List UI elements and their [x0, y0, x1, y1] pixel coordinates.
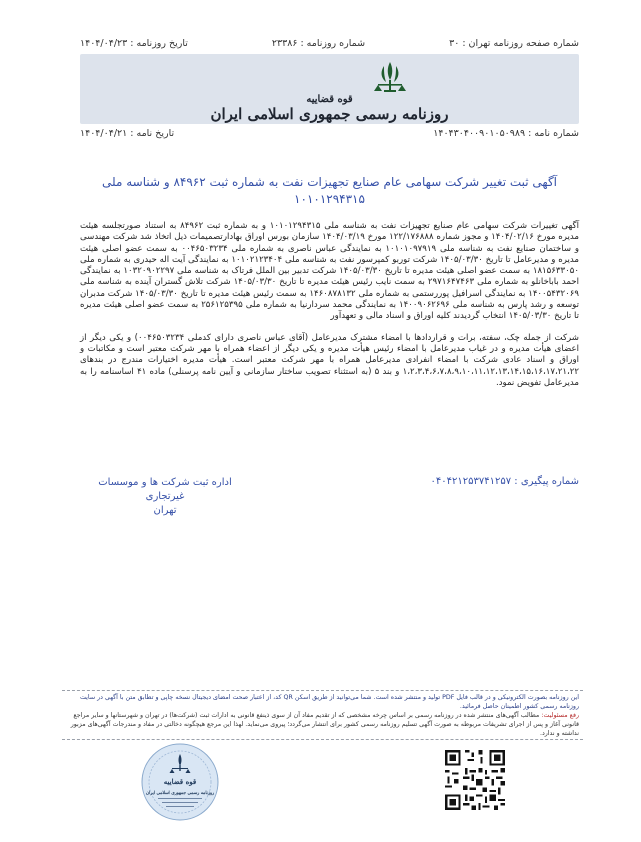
notice-body [80, 221, 579, 399]
verification-qr-code[interactable] [443, 748, 507, 812]
letter-date: تاریخ نامه : ۱۴۰۴/۰۴/۲۱ [80, 128, 175, 139]
issue-number: شماره روزنامه : ۲۳۳۸۶ [271, 38, 366, 49]
header-top-row [80, 38, 579, 49]
tracking-number: شماره پیگیری : ۰۴۰۴۲۱۲۵۳۷۴۱۲۵۷ [430, 476, 579, 487]
disclaimer-label: رفع مسئولیت: [541, 712, 579, 719]
brand-official-gazette: روزنامه رسمی جمهوری اسلامی ایران [210, 105, 449, 123]
issuing-office [80, 476, 250, 518]
body-paragraph-2: شرکت از جمله چک، سفته، برات و قراردادها با امضاء مشترک مدیرعامل (آقای عباس ناصری دارای کدملی ۰۰۴۶۵۰۳۲۳۴) و یکی دیگر از اعضای هیأت مدیره و در غیاب مدیرعامل با امضاء رئیس هیأت مدیره و یکی دیگر از اعضاء همراه با مهر شرکت معتبر است و مکاتبات و اوراق و اسناد عادی شرکت با امضاء انفرادی مدیرعامل همراه با مهر شرکت معتبر است. هیأت مدیره اختیارات مندرج در بندهای ۱،۲،۳،۴،۶،۷،۸،۹،۱۰،۱۱،۱۲،۱۳،۱۴،۱۵،۱۶،۱۷،۲۱،۲۲ و بند ۵ (به استثناء تصویب ساختار سازمانی و آیین نامه پرسنلی) ماده ۴۱ اساسنامه را به مدیرعامل تفویض نمود. [80, 332, 580, 388]
office-line-2: تهران [153, 505, 177, 516]
letter-number: شماره نامه : ۱۴۰۴۳۰۴۰۰۹۰۱۰۵۰۹۸۹ [433, 128, 579, 139]
masthead-banner [80, 54, 579, 124]
page-number: شماره صفحه روزنامه تهران : ۳۰ [449, 38, 579, 49]
seal-publication-label: روزنامه رسمی جمهوری اسلامی ایران [145, 791, 215, 796]
issue-date: تاریخ روزنامه : ۱۴۰۴/۰۴/۲۳ [80, 38, 188, 49]
judiciary-emblem-icon [368, 60, 412, 96]
header-letter-row [80, 128, 579, 139]
disclaimer-liability [66, 711, 579, 738]
disclaimer-verification: این روزنامه بصورت الکترونیکی و در قالب فایل PDF تولید و منتشر شده است. شما می‌توانید از طریق اسکن QR کد، از اعتبار صحت امضای دیجیتال نسخه چاپی و تطابق متن با آگهی در سایت روزنامه رسمی کشور اطمینان حاصل فرمائید. [80, 694, 579, 710]
seal-judiciary-label: قوه قضاییه [163, 777, 197, 786]
office-line-1: اداره ثبت شرکت ها و موسسات غیرتجاری [98, 477, 232, 502]
body-paragraph-1: آگهی تغییرات شرکت سهامی عام صنایع تجهیزات نفت به شناسه ملی ۱۰۱۰۱۲۹۴۳۱۵ و به شماره ثبت ۸۴۹۶۲ به استناد صورتجلسه هیئت مدیره مورخ ۱۴۰۴/۰۲/۱۶ و مجوز شماره ۱۲۲/۱۷۶۸۸۸ مورخ ۱۴۰۴/۰۳/۱۹ سازمان بورس اوراق بهادارتصمیمات ذیل اتخاذ شد شرکت مهندسی و ساختمان صنایع نفت به شناسه ملی ۱۰۱۰۱۰۹۷۹۱۹ به نمایندگی عباس ناصری به شماره ملی ۰۰۴۶۵۰۳۲۳۴ به سمت عضو اصلی هیئت مدیره و مدیرعامل تا تاریخ ۱۴۰۵/۰۳/۳۰ شرکت توربو کمپرسور نفت به شناسه ملی ۱۰۱۰۲۱۲۳۴۰۴ به نمایندگی آیت اله حیدری به شماره ملی ۱۸۱۵۶۳۳۰۵۰ به سمت عضو اصلی هیئت مدیره تا تاریخ ۱۴۰۵/۰۳/۳۰ شرکت تدبیر بین الملل فرتاک به شناسه ملی ۱۰۳۲۰۹۰۲۲۹۷ به نمایندگی احمد باباخانلو به شماره ملی ۲۹۷۱۶۴۷۴۶۳ به سمت نایب رئیس هیئت مدیره تا تاریخ ۱۴۰۵/۰۳/۳۰ شرکت تلاش گستران آینده به شناسه ملی ۱۴۰۰۵۴۳۲۰۶۹ به نمایندگی اسرافیل پوررستمی به شماره ملی ۱۴۶۰۸۷۸۱۳۲ به سمت رئیس هیئت مدیره تا تاریخ ۱۴۰۵/۰۳/۳۰ شرکت مدبران توسعه و رشد پارس به شناسه ملی ۱۴۰۰۹۰۶۲۶۹۶ به نمایندگی محمد سردارنیا به شماره ملی ۲۵۶۱۲۵۳۹۵ به سمت عضو اصلی هیئت مدیره تا تاریخ ۱۴۰۵/۰۳/۳۰ انتخاب گردیدند کلیه اوراق و اسناد مالی و تعهدآور [80, 221, 580, 322]
notice-title: آگهی ثبت تغییر شرکت سهامی عام صنایع تجهیزات نفت به شماره ثبت ۸۴۹۶۲ و شناسه ملی ۱۰۱۰۱۲۹۴۳۱۵ [101, 175, 557, 206]
disclaimer-liability-text: مطالب آگهی‌های منتشر شده در روزنامه رسمی بر اساس چرخه مشخصی که از تقدیم مفاد آن از سوی ذینفع قانونی به ادارات ثبت (شرکت‌ها) در تهران و شهرستانها و سایر مراجع قانونی آغاز و پس از اجرای تشریفات مربوطه به صورت آگهی تسلیم روزنامه رسمی کشور برای انتشار می‌گردد؛ پیروی می‌نماید. لهذا این مرجع هیچگونه دخالتی در مفاد و مندرجات آگهی‌های مزبور نداشته و ندارد. [70, 712, 579, 737]
official-seal [140, 742, 220, 822]
brand-judiciary: قوه قضاییه [306, 94, 353, 105]
disclaimer-box [62, 690, 583, 740]
